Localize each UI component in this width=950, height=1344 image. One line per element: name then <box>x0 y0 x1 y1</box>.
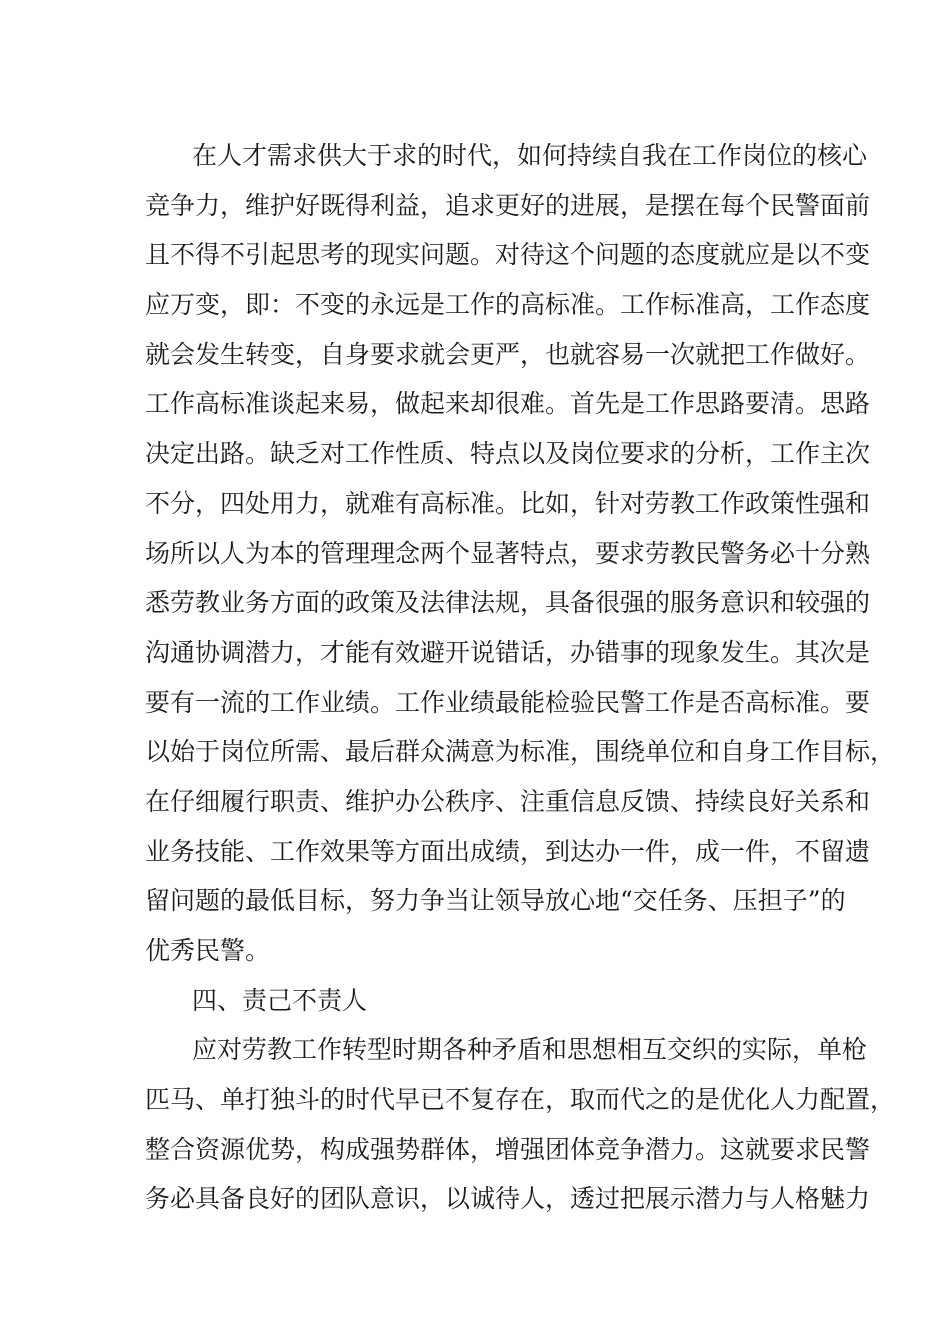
paragraph-line: 整合资源优势，构成强势群体，增强团体竞争潜力。这就要求民警 <box>145 1134 871 1164</box>
paragraph-line: 以始于岗位所需、最后群众满意为标准，围绕单位和自身工作目标， <box>145 737 896 767</box>
paragraph-line: 留问题的最低目标，努力争当让领导放心地“交任务、压担子”的 <box>145 886 846 916</box>
paragraph-line: 在仔细履行职责、维护办公秩序、注重信息反馈、持续良好关系和 <box>145 786 871 816</box>
paragraph <box>145 131 896 976</box>
paragraph-line: 沟通协调潜力，才能有效避开说错话，办错事的现象发生。其次是 <box>145 637 871 667</box>
paragraph-line: 且不得不引起思考的现实问题。对待这个问题的态度就应是以不变 <box>145 240 871 270</box>
paragraph-line: 工作高标准谈起来易，做起来却很难。首先是工作思路要清。思路 <box>145 389 871 419</box>
paragraph-line: 业务技能、工作效果等方面出成绩，到达办一件，成一件，不留遗 <box>145 836 871 866</box>
paragraph <box>145 1025 896 1224</box>
paragraph-line: 要有一流的工作业绩。工作业绩最能检验民警工作是否高标准。要 <box>145 687 871 717</box>
paragraph-line: 应对劳教工作转型时期各种矛盾和思想相互交织的实际，单枪 <box>192 1035 868 1065</box>
paragraph-line: 务必具备良好的团队意识，以诚待人，透过把展示潜力与人格魅力 <box>145 1184 871 1214</box>
paragraph-line: 竞争力，维护好既得利益，追求更好的进展，是摆在每个民警面前 <box>145 190 871 220</box>
paragraph-line: 场所以人为本的管理理念两个显著特点，要求劳教民警务必十分熟 <box>145 538 871 568</box>
paragraph-line: 在人才需求供大于求的时代，如何持续自我在工作岗位的核心 <box>192 141 868 170</box>
paragraph-line: 应万变，即：不变的永远是工作的高标准。工作标准高，工作态度 <box>145 290 871 320</box>
paragraph-line: 决定出路。缺乏对工作性质、特点以及岗位要求的分析，工作主次 <box>145 439 871 469</box>
document-body <box>145 131 896 1224</box>
paragraph-line: 就会发生转变，自身要求就会更严，也就容易一次就把工作做好。 <box>145 339 871 369</box>
paragraph-line: 悉劳教业务方面的政策及法律法规，具备很强的服务意识和较强的 <box>145 588 871 618</box>
paragraph-line: 不分，四处用力，就难有高标准。比如，针对劳教工作政策性强和 <box>145 488 871 518</box>
paragraph-line: 优秀民警。 <box>145 936 271 965</box>
paragraph-line: 匹马、单打独斗的时代早已不复存在，取而代之的是优化人力配置， <box>145 1085 896 1115</box>
section-heading: 四、责己不责人 <box>192 985 368 1015</box>
